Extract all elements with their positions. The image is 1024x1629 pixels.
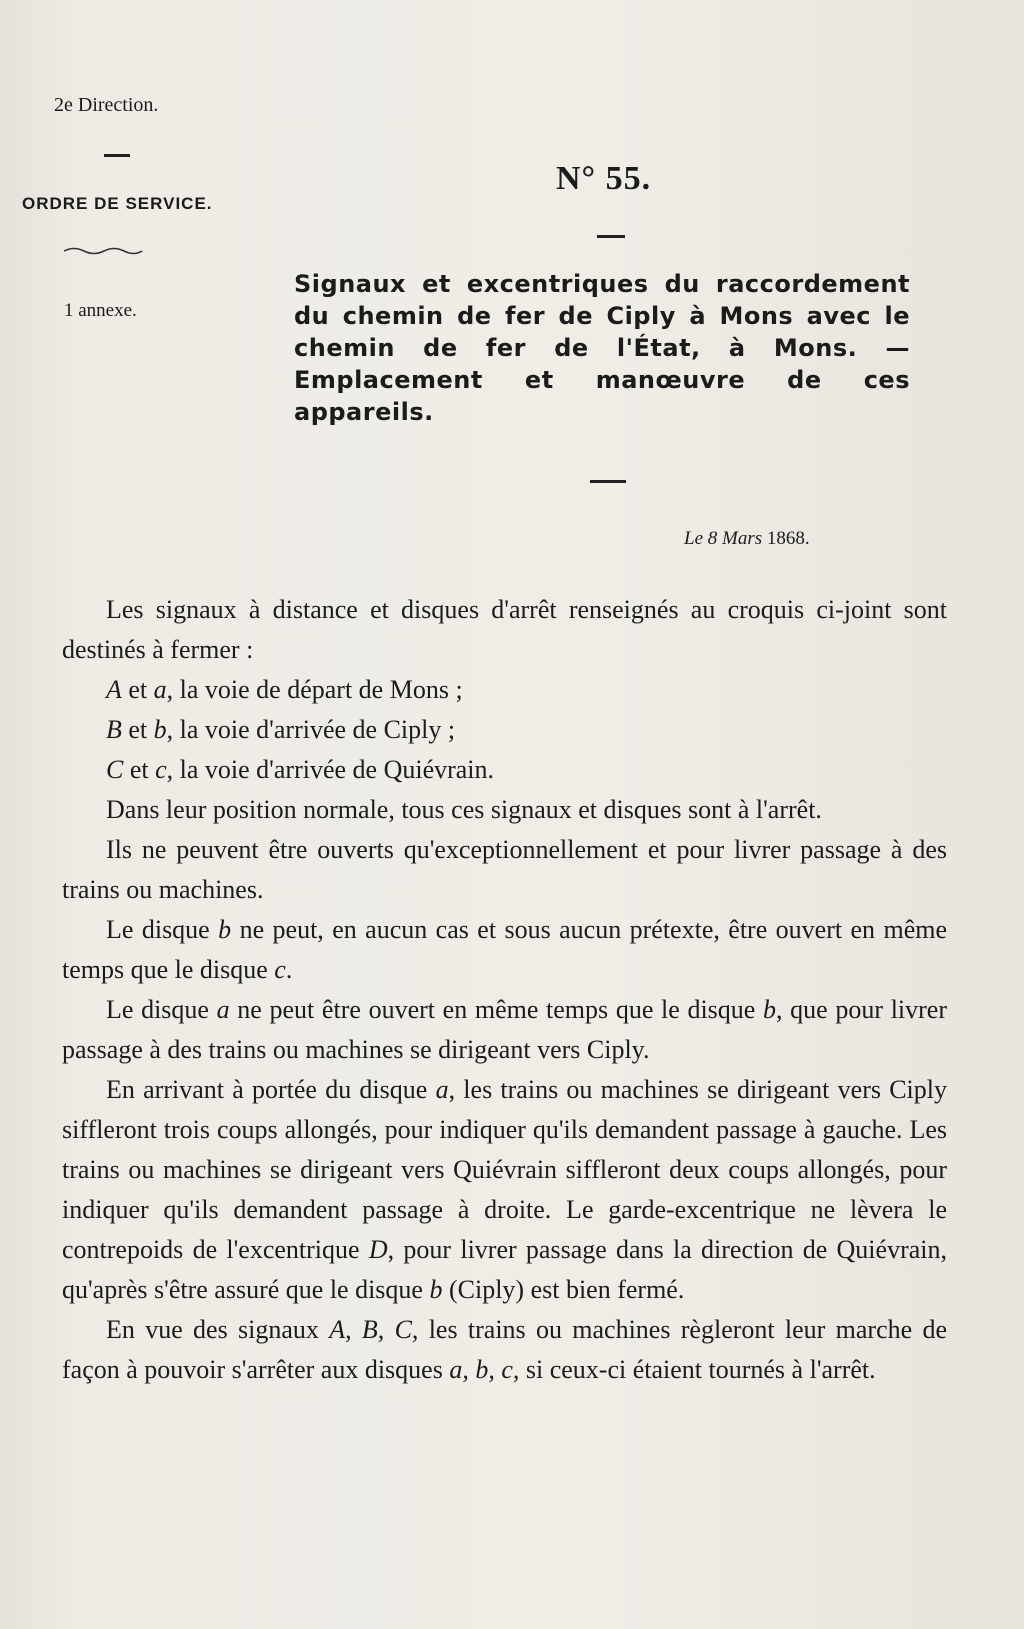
disc-letter: a [435,1075,449,1104]
text-run: ne peut, en aucun cas et sous aucun prétexte, être ouvert en même temps que le disque [62,915,947,984]
paragraph: Dans leur position normale, tous ces signaux et disques sont à l'arrêt. [106,795,822,824]
paragraph [62,990,947,1070]
disc-letter: c [155,755,167,784]
order-number: N° 55. [556,160,652,197]
disc-letter: c [274,955,286,984]
list-item-text: , la voie de départ de Mons ; [166,675,463,704]
list-item [62,710,947,750]
text-run: En vue des signaux [106,1315,330,1344]
order-body [62,590,947,1390]
separator-dash [104,154,130,157]
direction-label: 2e Direction. [54,94,159,116]
paragraph: Les signaux à distance et disques d'arrêt renseignés au croquis ci-joint sont destinés à fermer : [62,595,947,664]
disc-letter: b [153,715,167,744]
conjunction: et [121,715,154,744]
service-order-label: ORDRE DE SERVICE. [22,194,213,213]
text-run: , pour livrer passage dans la direction de Quiévrain, qu'après s'être assuré que le disque [62,1235,947,1304]
conjunction: et [121,675,154,704]
list-item-text: , la voie d'arrivée de Quiévrain. [166,755,495,784]
text-run: . [285,955,293,984]
list-item-text: , la voie d'arrivée de Ciply ; [166,715,456,744]
decorative-swirl [62,245,144,255]
disc-letters: a, b, c, [449,1355,520,1384]
text-run: Le disque [106,915,219,944]
paragraph [62,910,947,990]
paragraph: Ils ne peuvent être ouverts qu'exceptionnellement et pour livrer passage à des trains ou machines. [62,835,947,904]
order-date [684,528,810,550]
text-run: ne peut être ouvert en même temps que le disque [229,995,763,1024]
date-month: Mars [722,528,763,549]
date-prefix: Le 8 [684,528,718,549]
disc-letter: b [218,915,232,944]
disc-letter: a [216,995,230,1024]
disc-letter: a [153,675,167,704]
text-run: Le disque [106,995,217,1024]
list-item [62,750,947,790]
list-item [62,670,947,710]
text-run: , que pour livrer passage à des trains ou machines se dirigeant vers Ciply. [62,995,947,1064]
paragraph [62,1310,947,1390]
signal-letter: C [106,755,124,784]
paragraph [62,1070,947,1310]
text-run: (Ciply) est bien fermé. [442,1275,685,1304]
text-run: si ceux-ci étaient tournés à l'arrêt. [519,1355,876,1384]
signal-letter: B [106,715,122,744]
date-year: 1868. [766,528,810,549]
switch-letter: D [368,1235,388,1264]
signal-letters: A, B, C, [329,1315,419,1344]
signal-letter: A [106,675,122,704]
text-run: les trains ou machines règleront leur marche de façon à pouvoir s'arrêter aux disques [62,1315,947,1384]
text-run: , les trains ou machines se dirigeant vers Ciply siffleront trois coups allongés, pour indiquer qu'ils demandent passage à gauche. Les trains ou machines se dirigeant vers Quiévrain siffleront deux coups allongés, pour indiquer qu'ils demandent passage à droite. Le garde-excentrique ne lèvera le contrepoids de l'excentrique [62,1075,947,1264]
separator-dash [590,480,626,483]
conjunction: et [123,755,156,784]
annex-label: 1 annexe. [64,300,137,321]
disc-letter: b [763,995,776,1024]
disc-letter: b [429,1275,443,1304]
text-run: En arrivant à portée du disque [106,1075,436,1104]
separator-dash [597,235,625,238]
order-subject: Signaux et excentriques du raccordement du chemin de fer de Ciply à Mons avec le chemin de fer de l'État, à Mons. — Emplacement et manœuvre de ces appareils. [294,270,910,426]
